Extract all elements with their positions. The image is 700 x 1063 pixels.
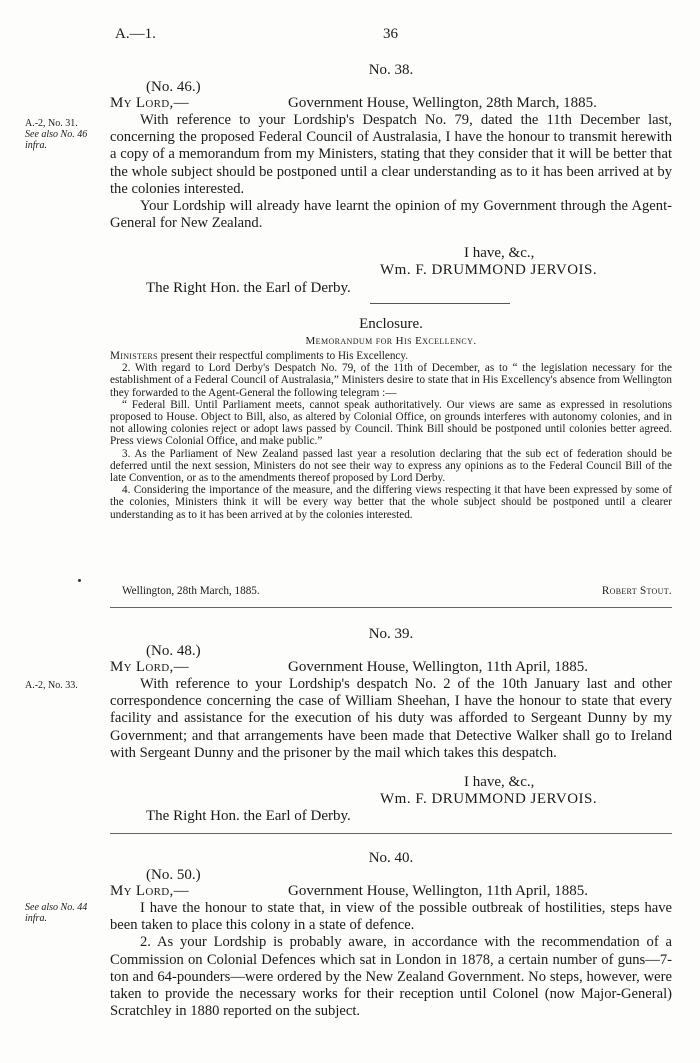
salutation: My Lord,— xyxy=(110,883,189,899)
memo-paragraph: 2. With regard to Lord Derby's Despatch No. 79, of the 11th of December, as to “ the legislation necessary for the establishment of a Federal Council of Australasia,” Ministers desire to state that in His Excellency's absence from Wellington they forwarded to the Agent-General the following telegram :— xyxy=(110,362,672,399)
section-divider xyxy=(110,833,672,834)
salutation-line xyxy=(110,659,672,676)
letter-body xyxy=(110,112,672,232)
recipient: The Right Hon. the Earl of Derby. xyxy=(146,280,351,296)
recipient: The Right Hon. the Earl of Derby. xyxy=(146,808,351,824)
despatch-number: (No. 50.) xyxy=(146,867,201,883)
page-label: A.—1. xyxy=(115,26,156,42)
memo-footer xyxy=(122,585,672,597)
margin-note-40 xyxy=(25,902,105,924)
salutation-line xyxy=(110,95,672,112)
signature: Wm. F. DRUMMOND JERVOIS. xyxy=(380,791,598,807)
memo-text: present their respectful compliments to His Excellency. xyxy=(157,350,409,362)
letter-body xyxy=(110,900,672,1020)
salutation: My Lord,— xyxy=(110,95,189,111)
memo-signer: Robert Stout. xyxy=(601,585,672,597)
memo-paragraph: 4. Considering the importance of the measure, and the differing views respecting it that have been expressed by some of the colonies, Ministers think it will be every way better that the whole subject should be postponed until a clearer understanding as to it has been arrived at by the colonies interested. xyxy=(110,484,672,521)
margin-ref: A.-2, No. 31. xyxy=(25,118,78,129)
margin-note-38 xyxy=(25,118,105,151)
memo-paragraph: “ Federal Bill. Until Parliament meets, cannot speak authoritatively. Our views are same as expressed in resolutions proposed to House. Object to Bill, also, as altered by Colonial Office, on grounds interferes with autonomy colonies, and in not allowing colonies reject or adopt laws passed by Council. Think Bill should be postponed until colonies better agreed. Press views Colonial Office, and make public.” xyxy=(110,398,672,448)
address-date: Government House, Wellington, 11th April, 1885. xyxy=(288,659,589,675)
signature: Wm. F. DRUMMOND JERVOIS. xyxy=(380,262,598,278)
letter-body xyxy=(110,676,672,762)
margin-ref: infra. xyxy=(25,913,47,924)
memo-lead: Ministers xyxy=(110,350,158,362)
despatch-heading: No. 39. xyxy=(368,626,414,642)
paragraph: Your Lordship will already have learnt the opinion of my Government through the Agent-General for New Zealand. xyxy=(110,198,672,232)
paragraph: With reference to your Lordship's despatch No. 2 of the 10th January last and other correspondence concerning the case of William Sheehan, I have the honour to state that every facility and assistance for the execution of his duty was afforded to Sergeant Dunny by my Government; and that arrangements have been made that Detective Walker shall go to Ireland with Sergeant Dunny and the prisoner by the mail which takes this despatch. xyxy=(110,676,672,761)
paragraph: 2. As your Lordship is probably aware, in accordance with the recommendation of a Commission on Colonial Defences which sat in London in 1878, a certain number of guns—7-ton and 64-pounders—were ordered by the New Zealand Government. No steps, however, were taken to provide the necessary works for their reception until Colonel (now Major-General) Scratchley in 1880 reported on the subject. xyxy=(110,934,672,1020)
section-divider xyxy=(110,607,672,608)
margin-mark xyxy=(78,579,81,582)
despatch-number: (No. 48.) xyxy=(146,643,201,659)
enclosure-title: Enclosure. xyxy=(359,316,423,332)
memo-paragraph: 3. As the Parliament of New Zealand passed last year a resolution declaring that the sub ect of federation should be deferred until the next session, Ministers do not see their way to express any opinions as to the Federal Council Bill of the late Convention, or as to the amendments thereof proposed by Lord Derby. xyxy=(110,447,672,485)
despatch-heading: No. 38. xyxy=(368,62,414,78)
memo-title: Memorandum for His Excellency. xyxy=(305,335,477,347)
address-date: Government House, Wellington, 28th March, 1885. xyxy=(288,95,597,111)
address-date: Government House, Wellington, 11th April, 1885. xyxy=(288,883,589,899)
memo-date: Wellington, 28th March, 1885. xyxy=(122,585,260,597)
salutation-line xyxy=(110,883,672,900)
despatch-heading: No. 40. xyxy=(368,850,414,866)
memo-paragraph xyxy=(110,350,672,362)
margin-ref: See also No. 44 xyxy=(25,902,88,913)
paragraph: With reference to your Lordship's Despatch No. 79, dated the 11th December last, concerning the proposed Federal Council of Australasia, I have the honour to transmit herewith a copy of a memorandum from my Ministers, stating that they consider that it will be better that the whole subject should be postponed until a clear understanding as to it has been arrived at by the colonies interested. xyxy=(110,112,672,197)
salutation: My Lord,— xyxy=(110,659,189,675)
paragraph: I have the honour to state that, in view of the possible outbreak of hostilities, steps have been taken to place this colony in a state of defence. xyxy=(110,900,672,934)
despatch-number: (No. 46.) xyxy=(146,79,201,95)
closing: I have, &c., xyxy=(464,245,535,261)
closing: I have, &c., xyxy=(464,774,535,790)
memorandum xyxy=(110,350,672,521)
margin-ref: See also No. 46 xyxy=(25,129,88,140)
margin-note-39 xyxy=(25,680,105,691)
margin-ref: infra. xyxy=(25,140,47,151)
margin-ref: A.-2, No. 33. xyxy=(25,680,78,691)
short-rule xyxy=(370,303,510,304)
page-number: 36 xyxy=(383,26,398,42)
